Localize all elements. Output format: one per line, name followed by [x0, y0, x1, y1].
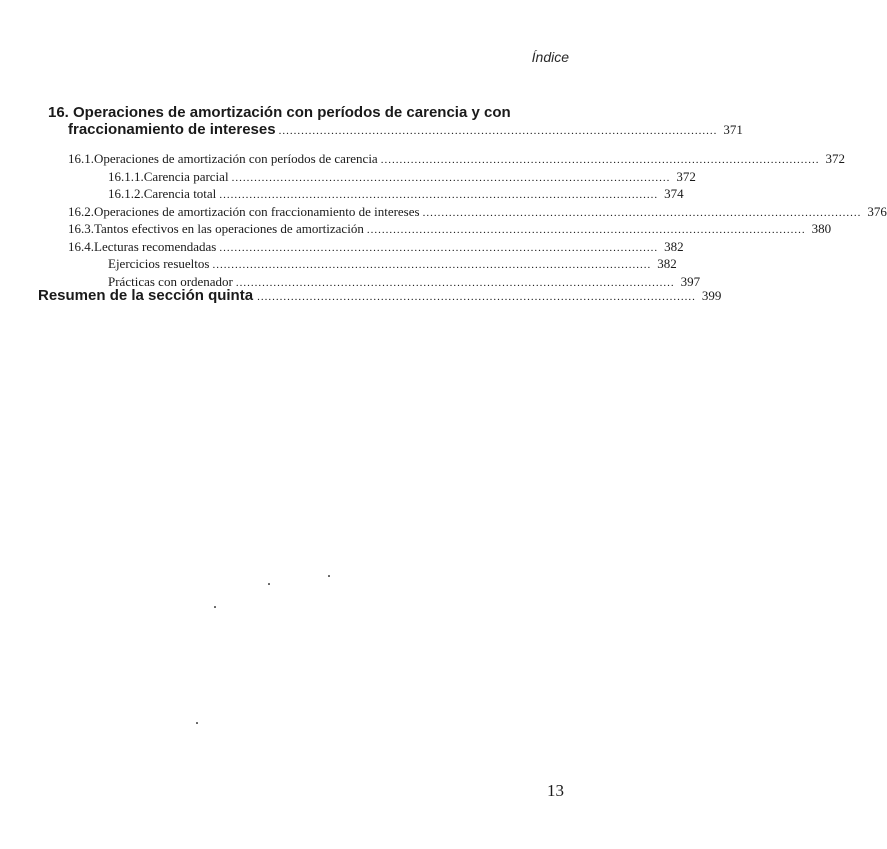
- chapter-title-line2-row: [48, 121, 743, 140]
- chapter-heading: [48, 104, 743, 140]
- entry-number: 16.1.: [68, 151, 94, 166]
- toc-entry: [68, 186, 684, 204]
- dot-leader: .....................................................................................................................: [231, 171, 671, 184]
- summary-title: Resumen de la sección quinta: [38, 287, 254, 304]
- entry-title: Prácticas con ordenador: [108, 273, 233, 289]
- section-summary-entry: [38, 287, 722, 304]
- scan-speck: [328, 575, 330, 577]
- entry-title: Ejercicios resueltos: [108, 256, 210, 271]
- dot-leader: .....................................................................................................................: [422, 206, 862, 219]
- toc-entry: [68, 238, 684, 257]
- entry-page-number: 376: [867, 203, 887, 219]
- entry-title: Carencia parcial: [143, 168, 229, 184]
- entry-page-number: 380: [811, 221, 832, 236]
- entry-page-number: 374: [664, 186, 684, 201]
- toc-entries: [68, 151, 887, 291]
- summary-page-number: 399: [701, 288, 722, 303]
- entry-number: 16.4.: [68, 238, 94, 254]
- entry-page-number: 382: [657, 256, 677, 271]
- dot-leader: .....................................................................................................................: [278, 125, 718, 137]
- entry-number: 16.2.: [68, 203, 94, 219]
- dot-leader: .....................................................................................................................: [235, 276, 675, 289]
- dot-leader: .....................................................................................................................: [366, 224, 806, 236]
- entry-number: 16.1.2.: [108, 186, 144, 201]
- entry-page-number: 397: [680, 273, 701, 289]
- toc-entry: [68, 203, 887, 222]
- scan-speck: [268, 583, 270, 585]
- dot-leader: .....................................................................................................................: [212, 259, 652, 271]
- running-head: Índice: [531, 49, 569, 65]
- toc-entry: [68, 256, 677, 274]
- entry-title: Lecturas recomendadas: [94, 238, 217, 254]
- chapter-title-line1: 16. Operaciones de amortización con períodos de carencia y con: [48, 104, 511, 121]
- page-number: 13: [547, 781, 564, 800]
- entry-number: 16.3.: [68, 221, 94, 236]
- toc-entry: [68, 168, 696, 187]
- entry-title: Operaciones de amortización con períodos de carencia: [94, 151, 378, 166]
- entry-title: Carencia total: [143, 186, 217, 201]
- entry-number: 16.1.1.: [108, 168, 144, 184]
- entry-page-number: 372: [676, 168, 696, 184]
- scan-speck: [196, 722, 198, 724]
- dot-leader: .....................................................................................................................: [257, 291, 696, 303]
- dot-leader: .....................................................................................................................: [219, 189, 659, 201]
- toc-entry: [68, 151, 845, 169]
- entry-title: Operaciones de amortización con fraccionamiento de intereses: [94, 203, 420, 219]
- entry-title: Tantos efectivos en las operaciones de amortización: [94, 221, 364, 236]
- entry-page-number: 382: [664, 238, 684, 254]
- dot-leader: .....................................................................................................................: [219, 241, 659, 254]
- entry-page-number: 372: [825, 151, 845, 166]
- scan-speck: [214, 606, 216, 608]
- dot-leader: .....................................................................................................................: [380, 154, 820, 166]
- chapter-page-number: 371: [723, 122, 743, 137]
- chapter-title-line2: fraccionamiento de intereses: [68, 121, 276, 138]
- toc-entry: [68, 221, 832, 239]
